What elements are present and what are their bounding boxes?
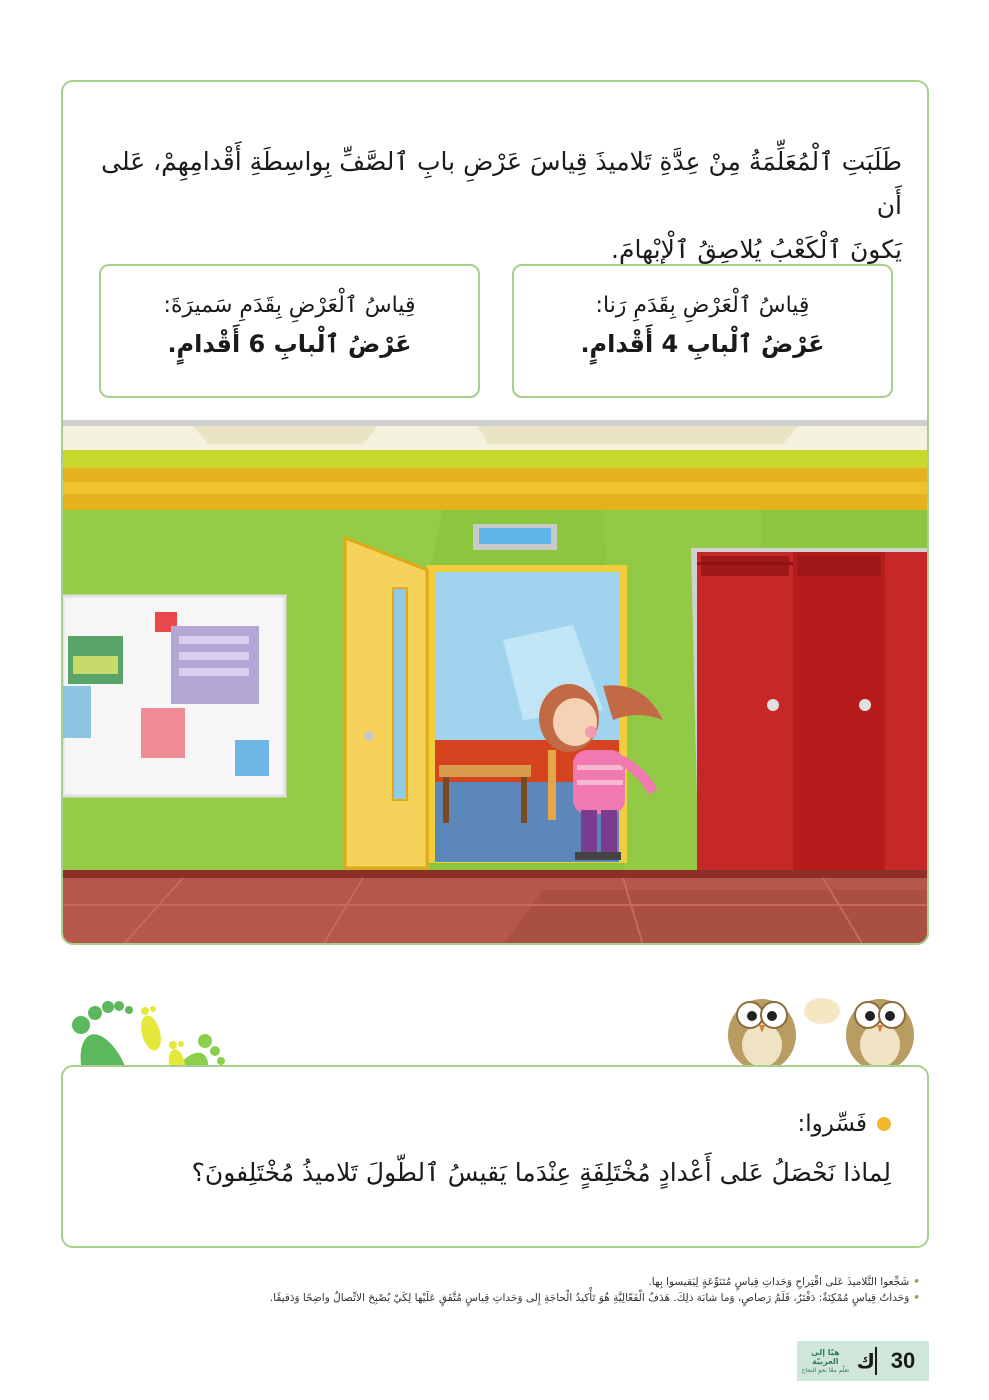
page-number: 30 (890, 1348, 916, 1373)
logo-text: هيّا إلى العربيّة (811, 1347, 840, 1366)
owl-left (728, 999, 796, 1071)
rana-measure-box (512, 264, 893, 398)
explain-heading-text: فَسِّروا: (797, 1111, 867, 1137)
rana-measure-result: عَرْضُ ٱلْبابِ 4 أَقْدامٍ. (580, 330, 825, 358)
teacher-note-1 (150, 1274, 920, 1290)
teacher-note-2 (150, 1290, 920, 1306)
explain-question-text: لِماذا نَحْصَلُ عَلى أَعْدادٍ مُخْتَلِفَةٍ عِنْدَما يَقيسُ ٱلطّولَ تَلاميذُ مُخْتَلِفونَ؟ (191, 1158, 891, 1187)
logo-mark-icon: ك (856, 1348, 875, 1373)
page-footer (797, 1341, 929, 1381)
intro-line-1: طَلَبَتِ ٱلْمُعَلِّمَةُ مِنْ عِدَّةِ تَلاميذَ قِياسَ عَرْضِ بابِ ٱلصَّفِّ بِواسِطَةِ أَقْدامِهِمْ، عَلى أَن (101, 147, 902, 220)
samira-measure-label: قِياسُ ٱلْعَرْضِ بِقَدَمِ سَميرَةَ: (163, 293, 416, 318)
samira-measure-box (99, 264, 480, 398)
rana-measure-label: قِياسُ ٱلْعَرْضِ بِقَدَمِ رَنا: (595, 293, 810, 318)
bullet-dot-icon (877, 1117, 891, 1131)
intro-line-2: يَكونَ ٱلْكَعْبُ يُلاصِقُ ٱلْإِبْهامَ. (611, 235, 902, 264)
note-bullet-icon: • (913, 1292, 920, 1304)
owl-right (846, 999, 914, 1071)
red-lockers (691, 548, 929, 886)
logo-subtext: تعلّم معًا نحو النجاح (801, 1366, 850, 1374)
explain-heading (798, 1107, 891, 1141)
activity-frame (61, 80, 929, 945)
teacher-note-1-text: شَجِّعوا التَّلاميذَ عَلى اقْتِراحِ وَحَداتِ قِياسٍ مُتَنَوِّعَةٍ لِيَقيسوا بِها. (648, 1276, 910, 1288)
intro-paragraph (82, 140, 902, 272)
samira-measure-result: عَرْضُ ٱلْبابِ 6 أَقْدامٍ. (167, 330, 412, 358)
explain-question-box (61, 1065, 929, 1248)
teacher-note-2-text: وَحَداتُ قِياسٍ مُمْكِنَةٌ: دَفْتَرٌ، قَلَمُ رَصاصٍ، وَما شابَهَ ذلِكَ. هَدَفُ الْفَعّالِيَّةِ هُوَ تَأْكيدُ الْحاجَةِ إِلى وَحَداتِ قِياسٍ مُتَّفَقٍ عَلَيْها لِكَيْ يُصْبِحَ الاتِّصالُ واضِحًا وَدَقيقًا. (269, 1292, 910, 1304)
open-door (345, 538, 427, 868)
note-bullet-icon: • (913, 1276, 920, 1288)
classroom-door-illustration (63, 420, 929, 945)
owls-illustration (722, 973, 922, 1073)
speech-bubble (804, 998, 840, 1024)
publisher-logo (797, 1341, 875, 1381)
teacher-notes (150, 1274, 920, 1306)
